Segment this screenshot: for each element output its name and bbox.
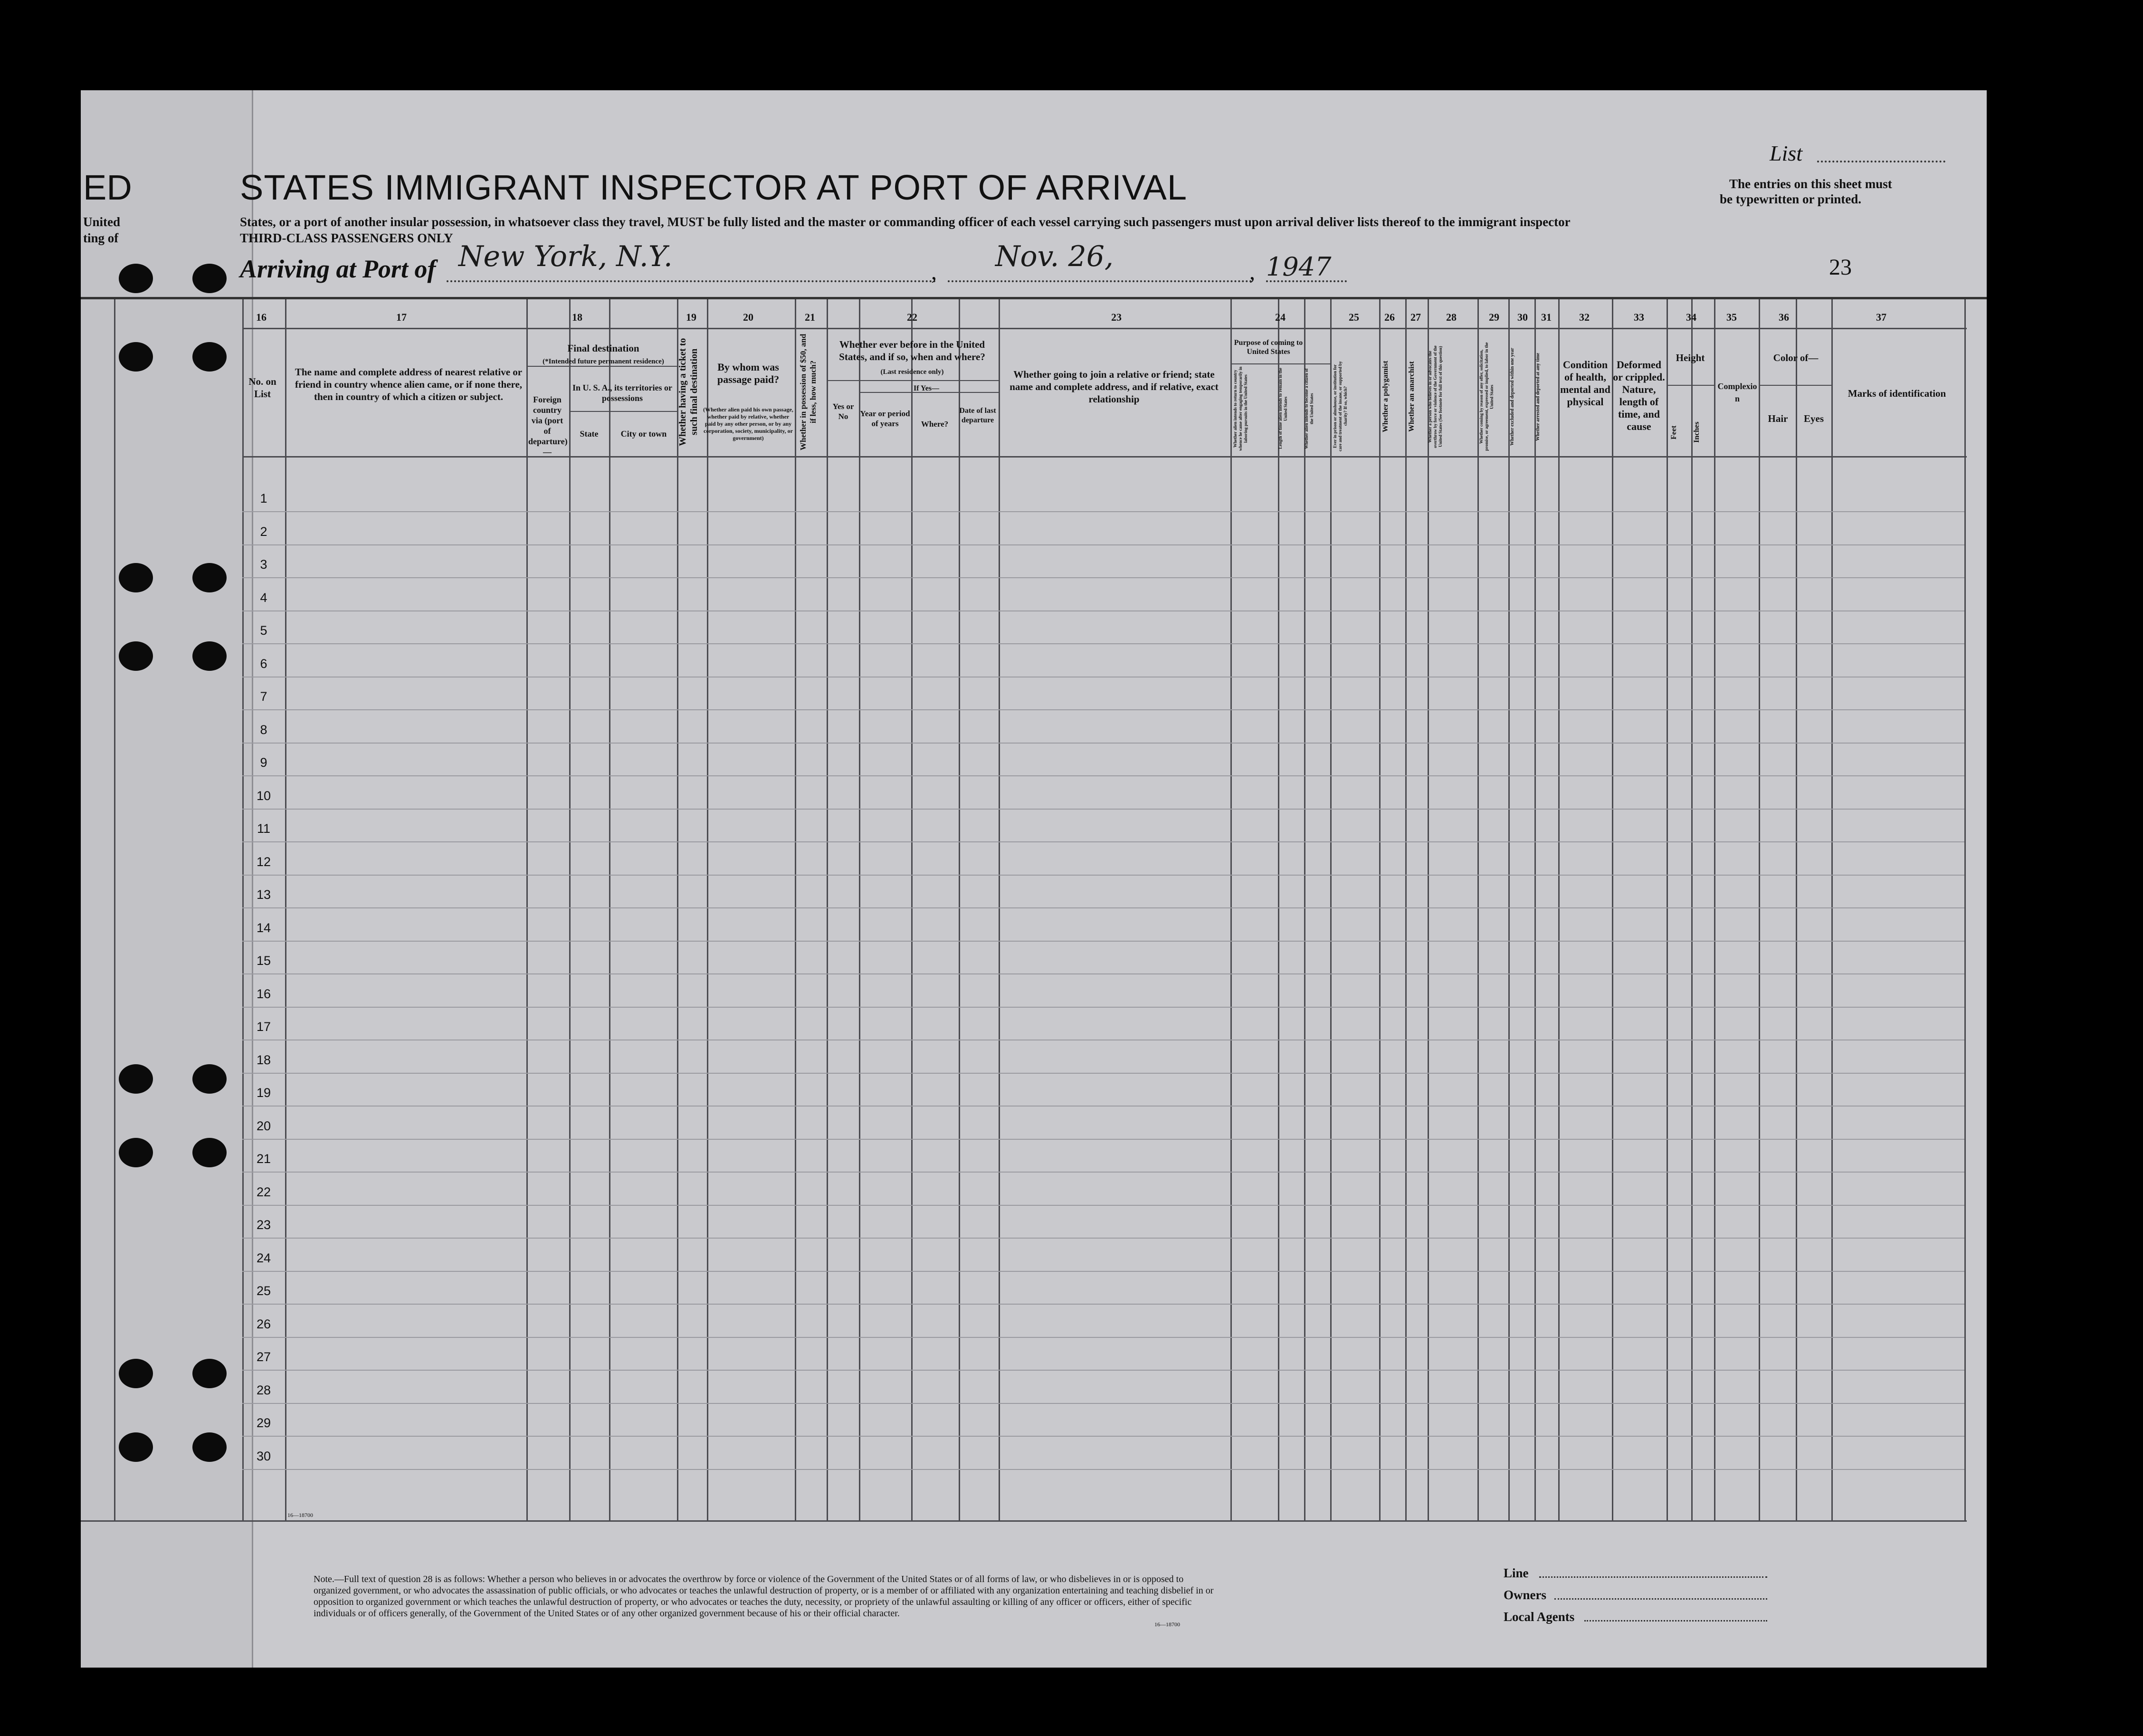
row-number: 23 <box>256 1218 271 1232</box>
column-number: 23 <box>1111 311 1122 323</box>
list-label: List <box>1770 141 1803 165</box>
column-number: 26 <box>1384 311 1395 323</box>
header-prison: Ever in prison or almshouse, or institution for care and treatment of the insane, or supported by charity? If so, which? <box>1333 361 1348 451</box>
table-row <box>242 1172 1964 1173</box>
punch-hole <box>192 1359 227 1388</box>
typewritten-note: be typewritten or printed. <box>1720 192 1861 206</box>
header-rule <box>1230 363 1330 364</box>
local-agents-label: Local Agents <box>1504 1610 1575 1624</box>
column-number: 36 <box>1779 311 1789 323</box>
owners-label: Owners <box>1504 1588 1546 1602</box>
header-complexion: Complexion <box>1717 382 1757 403</box>
header-no-on-list: No. on List <box>248 376 276 400</box>
edge-fragment: ting of <box>83 231 119 245</box>
punch-hole <box>119 342 153 372</box>
header-rule <box>1759 385 1831 386</box>
row-number: 5 <box>260 623 267 638</box>
row-number: 8 <box>260 722 267 737</box>
row-number: 15 <box>256 954 271 968</box>
header-purpose-c: Whether alien intends to become a citizen of the United States <box>1304 368 1314 449</box>
row-number: 2 <box>260 524 267 539</box>
table-row <box>242 1403 1964 1404</box>
table-row <box>242 973 1964 974</box>
class-line: THIRD-CLASS PASSENGERS ONLY <box>240 231 453 245</box>
header-nearest-relative: The name and complete address of nearest relative or friend in country whence alien came, or if none there, then in country of which a citizen or subject. <box>295 366 523 402</box>
column-number: 29 <box>1489 311 1499 323</box>
punch-hole <box>192 1138 227 1167</box>
row-number: 12 <box>256 854 271 869</box>
table-row <box>242 841 1964 842</box>
row-number: 19 <box>256 1086 271 1100</box>
footnote: Note.—Full text of question 28 is as follows: Whether a person who believes in or advocates the overthrow by force or violence of the Government of the United States or of all forms of law, or who disbelieves in or is opposed to organized government, or who advocates the assassination of public officials, or who advocates or teaches the unlawful destruction of property, or is a member of or affiliated with any organization entertaining and teaching disbelief in or opposition to organized government or which teaches the unlawful destruction of property, or who advocates or teaches the duty, necessity, or propriety of the unlawful assaulting or killing of any officer or officers, either of specific individuals or of officers generally, of the Government of the United States or of any other organized government because of his or their official character. <box>314 1574 1214 1619</box>
row-number: 14 <box>256 920 271 935</box>
header-join-relative: Whether going to join a relative or friend; state name and complete address, and if relative, exact relationship <box>1010 369 1219 405</box>
row-number: 20 <box>256 1118 271 1133</box>
punch-hole <box>119 563 153 592</box>
column-number: 22 <box>907 311 917 323</box>
table-row <box>242 1370 1964 1371</box>
header-last-residence: (Last residence only) <box>880 368 944 376</box>
header-purpose-a: Whether alien intends to return to country whence he came after engaging temporarily in laboring pursuits in the United States <box>1233 366 1248 451</box>
header-rule <box>827 380 999 381</box>
header-deformed: Deformed or crippled. Nature, length of time, and cause <box>1613 359 1665 432</box>
table-row <box>242 1073 1964 1074</box>
column-number: 32 <box>1579 311 1590 323</box>
header-eyes: Eyes <box>1804 413 1824 424</box>
header-inches: Inches <box>1693 421 1701 443</box>
header-health: Condition of health, mental and physical <box>1560 359 1610 408</box>
column-number: 33 <box>1634 311 1644 323</box>
punch-hole <box>192 563 227 592</box>
table-row <box>242 1271 1964 1272</box>
table-row <box>242 1007 1964 1008</box>
column-number: 16 <box>256 311 267 323</box>
table-row <box>242 775 1964 776</box>
header-ever-before: Whether ever before in the United States, and if so, when and where? <box>839 339 985 362</box>
punch-hole <box>119 1138 153 1167</box>
header-year-period: Year or period of years <box>860 409 910 428</box>
column-number: 21 <box>805 311 815 323</box>
punch-hole <box>119 1064 153 1094</box>
row-number: 22 <box>256 1184 271 1199</box>
header-state: State <box>580 429 599 439</box>
punch-hole <box>192 264 227 293</box>
header-passage-note: (Whether alien paid his own passage, whether paid by relative, whether paid by any other person, or by any corporation, society, municipality, or government) <box>703 406 793 441</box>
edge-fragment: United <box>83 215 121 229</box>
table-row <box>242 1205 1964 1206</box>
row-number: 9 <box>260 755 267 770</box>
sheet-stamp: 23 <box>1829 255 1852 280</box>
year-handwritten: 1947 <box>1266 252 1332 282</box>
header-arrested: Whether arrested and deported at any time <box>1535 353 1541 441</box>
punch-hole <box>119 1432 153 1462</box>
table-row <box>242 1139 1964 1140</box>
header-excluded: Whether excluded and deported within one year <box>1510 348 1515 446</box>
manifest-sheet <box>81 90 1987 1668</box>
table-row <box>242 610 1964 611</box>
column-number: 31 <box>1541 311 1552 323</box>
row-number: 16 <box>256 986 271 1001</box>
column-number: 24 <box>1275 311 1286 323</box>
column-number: 18 <box>572 311 582 323</box>
row-number: 13 <box>256 887 271 902</box>
column-rule <box>114 299 115 1520</box>
port-handwritten: New York, N.Y. <box>458 240 673 273</box>
row-number: 30 <box>256 1449 271 1463</box>
column-rule <box>1964 299 1966 1520</box>
row-number: 21 <box>256 1152 271 1166</box>
row-number: 7 <box>260 689 267 704</box>
column-number: 30 <box>1517 311 1528 323</box>
row-number: 3 <box>260 557 267 572</box>
table-row <box>242 1469 1964 1470</box>
row-number: 1 <box>260 491 267 506</box>
header-rule <box>569 411 677 412</box>
column-number: 34 <box>1686 311 1696 323</box>
punch-hole <box>192 641 227 671</box>
punch-hole <box>119 264 153 293</box>
table-row <box>242 809 1964 810</box>
header-city: City or town <box>620 429 667 439</box>
title-fragment: ED <box>83 168 132 207</box>
table-row <box>242 709 1964 710</box>
header-final-destination: Final destination <box>567 343 639 354</box>
header-foreign-country: Foreign country via (port of departure)— <box>528 395 568 457</box>
column-number: 19 <box>686 311 696 323</box>
date-handwritten: Nov. 26, <box>995 240 1114 273</box>
header-marks: Marks of identification <box>1848 388 1946 399</box>
table-row <box>242 875 1964 876</box>
table-row <box>242 511 1964 512</box>
header-purpose: Purpose of coming to United States <box>1234 339 1303 356</box>
table-row <box>242 1436 1964 1437</box>
header-money: Whether in possession of $50, and if less, how much? <box>799 334 818 450</box>
header-where: Where? <box>921 420 949 429</box>
form-code: 16—18700 <box>287 1512 313 1518</box>
table-row <box>242 1304 1964 1305</box>
previous-sheet-strip <box>81 90 253 1668</box>
row-number: 4 <box>260 590 267 605</box>
row-number: 26 <box>256 1316 271 1331</box>
header-labor-offer: Whether coming by reason of any offer, solicitation, promise, or agreement, expressed or implied, to labor in the United States <box>1479 342 1494 451</box>
row-number: 11 <box>257 821 271 836</box>
column-number: 35 <box>1726 311 1737 323</box>
header-feet: Feet <box>1670 425 1678 439</box>
header-date-departure: Date of last departure <box>959 407 996 424</box>
punch-hole <box>119 641 153 671</box>
table-row <box>242 941 1964 942</box>
row-number: 18 <box>256 1052 271 1067</box>
column-number: 25 <box>1349 311 1359 323</box>
table-row <box>242 907 1964 908</box>
row-number: 25 <box>256 1284 271 1298</box>
punch-hole <box>119 1359 153 1388</box>
header-passage-paid: By whom was passage paid? <box>717 361 780 385</box>
header-yes-no: Yes or No <box>832 402 854 421</box>
line-label: Line <box>1504 1566 1529 1580</box>
row-number: 10 <box>256 788 271 803</box>
arriving-label: Arriving at Port of <box>240 255 436 283</box>
header-hair: Hair <box>1768 413 1788 424</box>
header-if-yes: If Yes— <box>913 384 940 392</box>
header-ticket: Whether having a ticket to such final destination <box>677 338 699 446</box>
header-color: Color of— <box>1773 352 1819 363</box>
table-row <box>242 643 1964 644</box>
page-title: STATES IMMIGRANT INSPECTOR AT PORT OF ARRIVAL <box>240 168 1188 207</box>
header-height: Height <box>1676 352 1705 363</box>
table-row <box>242 1337 1964 1338</box>
table-row <box>242 544 1964 545</box>
column-number: 28 <box>1446 311 1457 323</box>
row-number: 29 <box>256 1416 271 1430</box>
typewritten-note: The entries on this sheet must <box>1729 177 1892 191</box>
row-number: 24 <box>256 1250 271 1265</box>
header-overthrow: Whether a person who believes in or advocates the overthrow by force or violence of the Government of the United States (See footnote for full text of this question) <box>1428 345 1443 448</box>
header-polygamist: Whether a polygamist <box>1381 361 1390 433</box>
header-usa: In U. S. A., its territories or possessions <box>572 383 672 403</box>
footnote-code: 16—18700 <box>1154 1621 1180 1628</box>
table-row <box>242 577 1964 578</box>
row-number: 17 <box>256 1020 271 1034</box>
header-rule <box>1667 385 1714 386</box>
column-number: 27 <box>1410 311 1421 323</box>
header-final-destination-note: (*Intended future permanent residence) <box>543 358 664 365</box>
column-number: 17 <box>396 311 407 323</box>
row-number: 27 <box>256 1350 271 1364</box>
column-number: 37 <box>1876 311 1886 323</box>
row-number: 28 <box>256 1383 271 1397</box>
instructions-text: States, or a port of another insular possession, in whatsoever class they travel, MUST be fully listed and the master or commanding officer of each vessel carrying such passengers must upon arrival deliver lists thereof to the immigrant inspector <box>240 215 1571 229</box>
punch-hole <box>192 1064 227 1094</box>
punch-hole <box>192 342 227 372</box>
column-number: 20 <box>743 311 753 323</box>
header-purpose-b: Length of time alien intends to remain in the United States <box>1278 368 1288 449</box>
table-row <box>242 743 1964 744</box>
header-anarchist: Whether an anarchist <box>1408 361 1416 432</box>
punch-hole <box>192 1432 227 1462</box>
row-number: 6 <box>260 656 267 671</box>
table-row <box>242 1238 1964 1239</box>
